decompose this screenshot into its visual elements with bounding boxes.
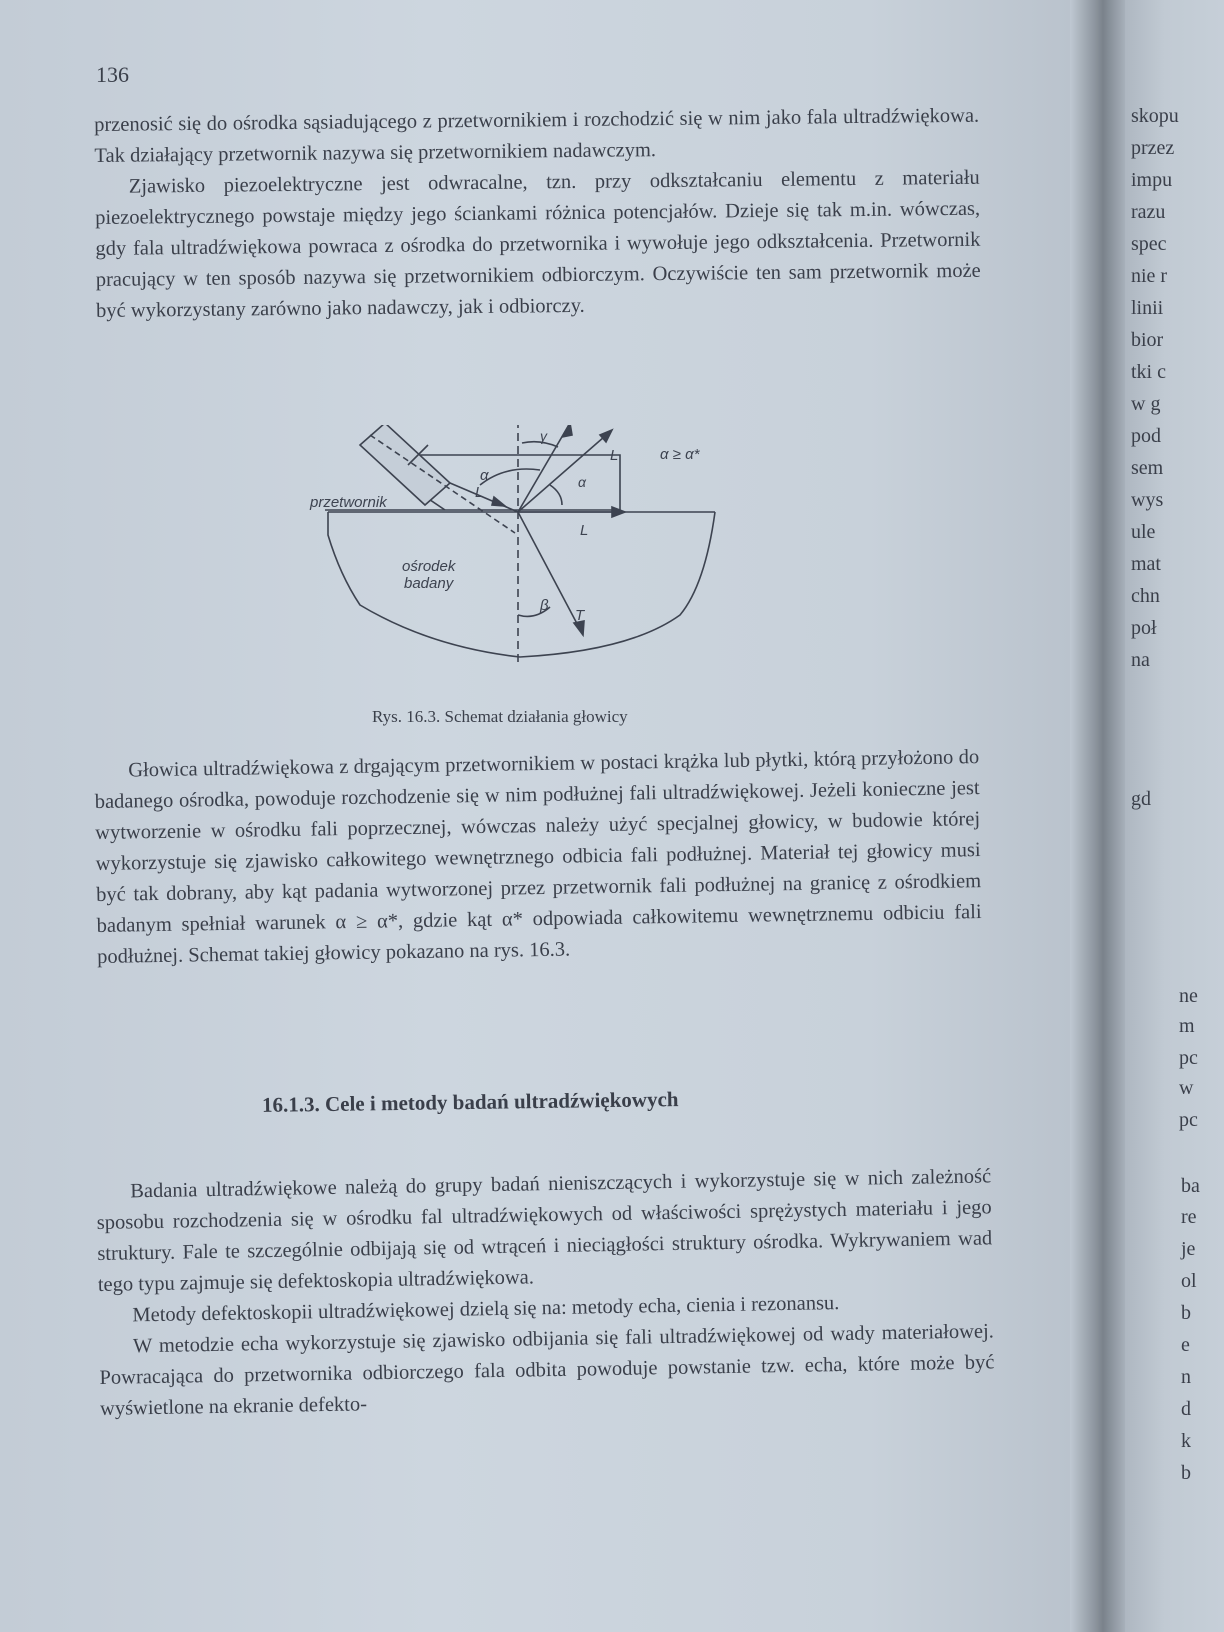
text-block-middle	[94, 742, 982, 973]
fragment: pod	[1131, 425, 1161, 447]
arrow	[492, 497, 505, 506]
label-gamma: γ	[540, 428, 547, 444]
fragment: razu	[1131, 201, 1166, 223]
fragment: w g	[1131, 393, 1161, 415]
incident-ray	[450, 483, 518, 512]
fragment: skopu	[1131, 105, 1179, 127]
label-T: T	[575, 607, 585, 624]
fragment: ule	[1131, 521, 1156, 543]
fragment: pc	[1179, 1109, 1198, 1131]
fragment: impu	[1131, 169, 1173, 191]
transducer-diagram	[300, 425, 780, 695]
fragment: m	[1179, 1015, 1195, 1037]
arrow	[562, 425, 572, 437]
angle-arc-alpha2	[550, 485, 562, 505]
fragment: b	[1181, 1462, 1191, 1484]
arrow	[600, 430, 612, 442]
section-heading: 16.1.3. Cele i metody badań ultradźwiękowych	[261, 1087, 679, 1117]
text-block-bottom	[96, 1161, 995, 1425]
fragment: gd	[1131, 788, 1151, 810]
fragment: wys	[1131, 489, 1164, 511]
label-beta: β	[540, 597, 549, 614]
label-L-incident: L	[475, 484, 484, 501]
label-transducer: przetwornik	[310, 494, 387, 511]
label-medium: badany	[404, 575, 454, 592]
label-L-refracted: L	[580, 522, 589, 539]
label-alpha-2: α	[578, 474, 586, 490]
fragment: b	[1181, 1302, 1191, 1324]
fragment: ne	[1179, 985, 1198, 1007]
fragment: poł	[1131, 617, 1157, 639]
fragment: je	[1181, 1238, 1196, 1260]
fragment: ol	[1181, 1270, 1197, 1292]
paragraph: Zjawisko piezoelektryczne jest odwracalne, tzn. przy odkształcaniu elementu z materiału piezoelektrycznego powstaje między jego ściankami różnica potencjałów. Dzieje się tak m.in. wówczas, gdy fala ultradźwiękowa powraca z ośrodka do przetwornika i wywołuje jego odkształcenia. Przetwornik pracujący w ten sposób nazywa się przetwornikiem odbiorczym. Oczywiście ten sam przetwornik może być wykorzystany zarówno jako nadawczy, jak i odbiorczy.	[95, 166, 981, 322]
label-L-reflected: L	[610, 447, 619, 464]
fragment: n	[1181, 1366, 1191, 1388]
arrow	[612, 507, 625, 517]
fragment: bior	[1131, 329, 1164, 351]
label-alpha: α	[480, 467, 489, 484]
figure-caption: Rys. 16.3. Schemat działania głowicy	[372, 707, 628, 726]
paragraph: przenosić się do ośrodka sąsiadującego z przetwornikiem i rozchodzić się w nim jako fala ultradźwiękowa. Tak działający przetwornik nazywa się przetwornikiem nadawczym.	[94, 104, 980, 167]
paragraph: Głowica ultradźwiękowa z drgającym przetwornikiem w postaci krążka lub płytki, którą przyłożono do badanego ośrodka, powoduje rozchodzenie się w nim podłużnej fali ultradźwiękowej. Jeżeli konieczne jest wytworzenie w ośrodku fali poprzecznej, wówczas należy użyć specjalnej głowicy, w budowie której wykorzystuje się zjawisko całkowitego wewnętrznego odbicia fali podłużnej. Materiał tej głowicy musi być tak dobrany, aby kąt padania wytworzonej przez przetwornik fali podłużnej na granicę z ośrodkiem badanym spełniał warunek α ≥ α*, gdzie kąt α* odpowiada całkowitemu wewnętrznemu odbiciu fali podłużnej. Schemat takiej głowicy pokazano na rys. 16.3.	[94, 746, 982, 968]
label-condition: α ≥ α*	[660, 446, 700, 463]
fragment: nie r	[1131, 265, 1168, 287]
fragment: na	[1131, 649, 1150, 671]
right-page-edge	[1125, 0, 1224, 1632]
fragment: chn	[1131, 585, 1160, 607]
fragment: re	[1181, 1206, 1197, 1228]
page-number: 136	[96, 62, 129, 87]
paragraph: Metody defektoskopii ultradźwiękowej dzielą się na: metody echa, cienia i rezonansu.	[132, 1292, 840, 1327]
fragment: pc	[1179, 1047, 1198, 1069]
fragment: w	[1179, 1077, 1194, 1099]
fragment: przez	[1131, 137, 1175, 159]
fragment: e	[1181, 1334, 1190, 1356]
fragment: linii	[1131, 297, 1164, 319]
text-block-top	[94, 101, 981, 327]
fragment: ba	[1181, 1175, 1200, 1197]
paragraph: Badania ultradźwiękowe należą do grupy badań nieniszczących i wykorzystuje się w nich zależność sposobu rozchodzenia się w ośrodku fal ultradźwiękowych od właściwości sprężystych materiału i jego struktury. Fale te szczególnie odbijają się od wtrąceń i nieciągłości struktury ośrodka. Wykrywaniem wad tego typu zajmuje się defektoskopia ultradźwiękowa.	[96, 1165, 993, 1296]
paragraph: W metodzie echa wykorzystuje się zjawisko odbijania się fali ultradźwiękowej od wady materiałowej. Powracająca do przetwornika odbiorczego fala odbita powoduje powstanie tzw. echa, które może być wyświetlone na ekranie defekto-	[99, 1320, 995, 1420]
label-medium: ośrodek	[402, 558, 456, 575]
fragment: spec	[1131, 233, 1167, 255]
fragment: tki c	[1131, 361, 1166, 383]
fragment: d	[1181, 1398, 1191, 1420]
diagram-svg	[300, 425, 780, 695]
fragment: sem	[1131, 457, 1164, 479]
specimen-outline	[328, 512, 715, 657]
book-gutter	[1070, 0, 1125, 1632]
fragment: mat	[1131, 553, 1161, 575]
fragment: k	[1181, 1430, 1191, 1452]
angle-arc-alpha	[480, 469, 540, 485]
